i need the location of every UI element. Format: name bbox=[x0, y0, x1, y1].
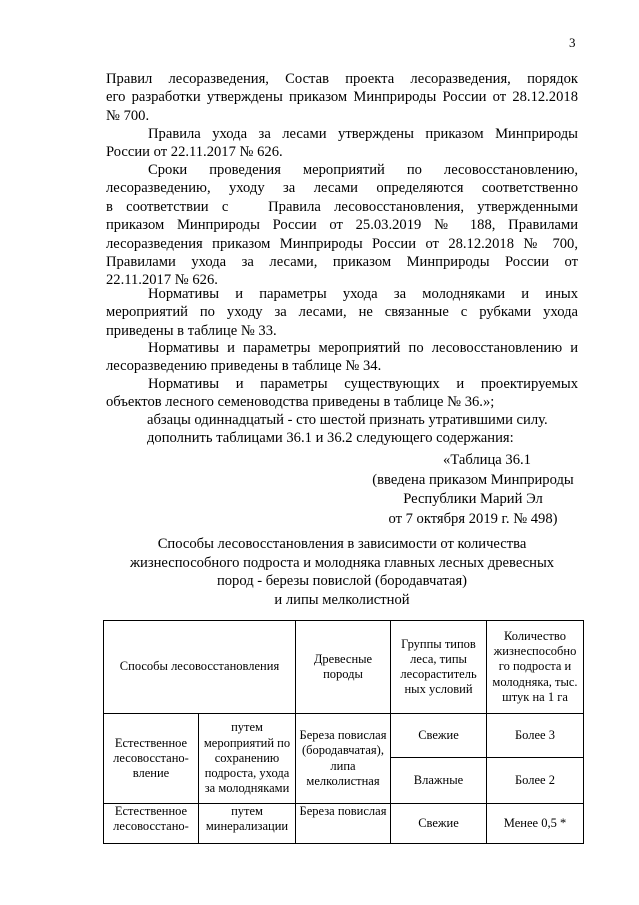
text-line: в соответствии с Правила лесовосстановления, утвержденными bbox=[106, 198, 578, 215]
paragraph-young-growth-care bbox=[106, 285, 578, 340]
table-number: «Таблица 36.1 bbox=[443, 452, 531, 468]
paragraph-reforestation-norms bbox=[106, 339, 578, 376]
table-row bbox=[104, 714, 584, 758]
reforestation-methods-table bbox=[103, 620, 584, 844]
page-number: 3 bbox=[569, 35, 576, 50]
table-row bbox=[104, 804, 584, 844]
text-line: Правил лесоразведения, Состав проекта лесоразведения, порядок bbox=[106, 71, 578, 87]
text-line: лесоразведению, уходу за лесами определяются соответственно bbox=[106, 180, 578, 197]
text-line: 22.11.2017 № 626. bbox=[106, 272, 218, 289]
paragraph-deadlines bbox=[106, 161, 578, 290]
text-line: Правила ухода за лесами утверждены приказом Минприроды bbox=[148, 126, 578, 142]
paragraph-forest-care-rules bbox=[106, 125, 578, 162]
title-line: жизнеспособного подроста и молодняка главных лесных древесных bbox=[129, 554, 555, 571]
table-note-line: от 7 октября 2019 г. № 498) bbox=[388, 510, 558, 527]
cell-quantity: Более 2 bbox=[487, 758, 584, 804]
text-line: № 700. bbox=[106, 107, 150, 124]
cell-way: путем минерализации bbox=[199, 804, 296, 844]
text-line: Сроки проведения мероприятий по лесовосстановлению, bbox=[148, 162, 578, 178]
title-line: Способы лесовосстановления в зависимости от количества bbox=[157, 536, 527, 552]
amendment-line-add-tables: дополнить таблицами 36.1 и 36.2 следующего содержания: bbox=[147, 430, 514, 446]
text-line: Правилами ухода за лесами, приказом Минприроды России от bbox=[106, 254, 578, 271]
cell-quantity: Более 3 bbox=[487, 714, 584, 758]
text-line: мероприятий по уходу за лесами, не связанные с рубками ухода bbox=[106, 304, 578, 321]
cell-forest-group: Свежие bbox=[391, 804, 487, 844]
text-line: лесоразведения приказом Минприроды России от 28.12.2018 № 700, bbox=[106, 235, 578, 252]
cell-species: Береза повислая bbox=[296, 804, 391, 844]
cell-forest-group: Влажные bbox=[391, 758, 487, 804]
paragraph-rules-afforestation bbox=[106, 70, 578, 125]
cell-method: Естественное лесовосстано- вление bbox=[104, 714, 199, 804]
header-species: Древесные породы bbox=[296, 621, 391, 714]
text-line: объектов лесного семеноводства приведены в таблице № 36.»; bbox=[106, 394, 495, 411]
text-line: Нормативы и параметры существующих и проектируемых bbox=[148, 376, 578, 392]
table-header-row bbox=[104, 621, 584, 714]
title-line: и липы мелколистной bbox=[274, 591, 410, 608]
header-methods: Способы лесовосстановления bbox=[104, 621, 296, 714]
table-note-line: (введена приказом Минприроды bbox=[372, 471, 574, 488]
text-line: России от 22.11.2017 № 626. bbox=[106, 144, 283, 161]
text-line: лесоразведению приведены в таблице № 34. bbox=[106, 358, 382, 375]
text-line: приказом Минприроды России от 25.03.2019 № 188, Правилами bbox=[106, 217, 578, 234]
text-line: его разработки утверждены приказом Минприроды России от 28.12.2018 bbox=[106, 89, 578, 106]
cell-forest-group: Свежие bbox=[391, 714, 487, 758]
amendment-line-invalidate: абзацы одиннадцатый - сто шестой признать утратившими силу. bbox=[147, 412, 548, 428]
cell-species: Береза повислая (бородавчатая), липа мелколистная bbox=[296, 714, 391, 804]
table-reference-block bbox=[360, 451, 586, 529]
cell-way: путем мероприятий по сохранению подроста, ухода за молодняками bbox=[199, 714, 296, 804]
title-line: пород - березы повислой (бородавчатая) bbox=[216, 573, 468, 589]
header-quantity: Количество жизнеспособно го подроста и молодняка, тыс. штук на 1 га bbox=[487, 621, 584, 714]
header-forest-groups: Группы типов леса, типы лесораститель ных условий bbox=[391, 621, 487, 714]
text-line: приведены в таблице № 33. bbox=[106, 322, 277, 339]
cell-method: Естественное лесовосстано- bbox=[104, 804, 199, 844]
paragraph-seed-objects bbox=[106, 375, 578, 412]
table-title bbox=[106, 535, 578, 609]
text-line: Нормативы и параметры ухода за молодняками и иных bbox=[148, 286, 578, 302]
table-note-line: Республики Марий Эл bbox=[403, 491, 543, 507]
cell-quantity: Менее 0,5 * bbox=[487, 804, 584, 844]
text-line: Нормативы и параметры мероприятий по лесовосстановлению и bbox=[148, 340, 578, 356]
